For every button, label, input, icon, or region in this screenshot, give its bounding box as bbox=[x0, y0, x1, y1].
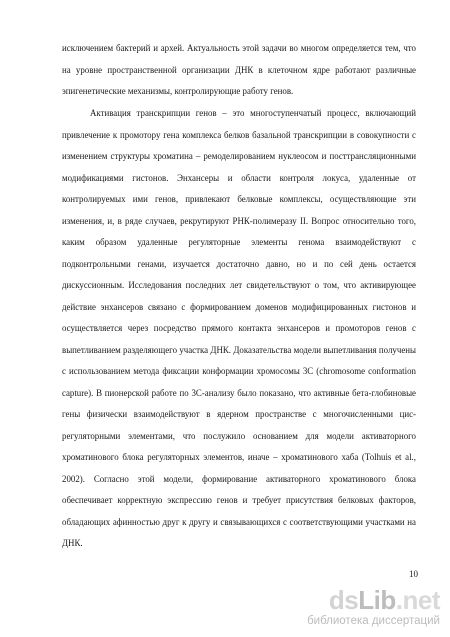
paragraph-transcription-activation: Активация транскрипции генов – это многоступенчатый процесс, включающий привлечение к промотору гена комплекса белков базальной транскрипции в совокупности с изменением структуры хроматина – ремоделированием нуклеосом и посттрансляционными модификациями гистонов. Энхансеры и области контроля локуса, удаленные от контролируемых ими генов, привлекают белковые комплексы, осуществляющие эти изменения, и, в ряде случаев, рекрутируют РНК-полимеразу II. Вопрос относительно того, каким образом удаленные регуляторные элементы генома взаимодействуют с подконтрольными генами, изучается достаточно давно, но и по сей день остается дискуссионным. Исследования последних лет свидетельствуют о том, что активирующее действие энхансеров связано с формированием доменов модифицированных гистонов и осуществляется через посредство прямого контакта энхансеров и промоторов генов с выпетливанием разделяющего участка ДНК. Доказательства модели выпетливания получены с использованием метода фиксации конформации хромосомы 3С (chromosome conformation capture). В пионерской работе по 3С-анализу было показано, что активные бета-глобиновые гены физически взаимодействуют в ядерном пространстве с многочисленными цис-регуляторными элементами, что послужило основанием для модели активаторного хроматинового блока регуляторных элементов, иначе – хроматинового хаба (Tolhuis et al., 2002). Согласно этой модели, формирование активаторного хроматинового блока обеспечивает корректную экспрессию генов и требует присутствия белковых факторов, обладающих афинностью друг к другу и связывающихся с соответствующими участками на ДНК. bbox=[62, 108, 416, 548]
paragraph-continuation: исключением бактерий и архей. Актуальность этой задачи во многом определяется тем, что на уровне пространственной организации ДНК в клеточном ядре работают различные эпигенетические механизмы, контролирующие работу генов. bbox=[62, 43, 416, 96]
watermark-logo bbox=[295, 586, 440, 614]
watermark-logo-ds: ds bbox=[328, 585, 359, 615]
watermark-tagline: библиотека диссертаций bbox=[307, 615, 440, 627]
watermark-logo-lib: Lib bbox=[358, 585, 396, 615]
page-number: 10 bbox=[409, 569, 418, 579]
watermark-logo-net: .net bbox=[395, 585, 440, 615]
dslib-watermark bbox=[295, 586, 440, 634]
